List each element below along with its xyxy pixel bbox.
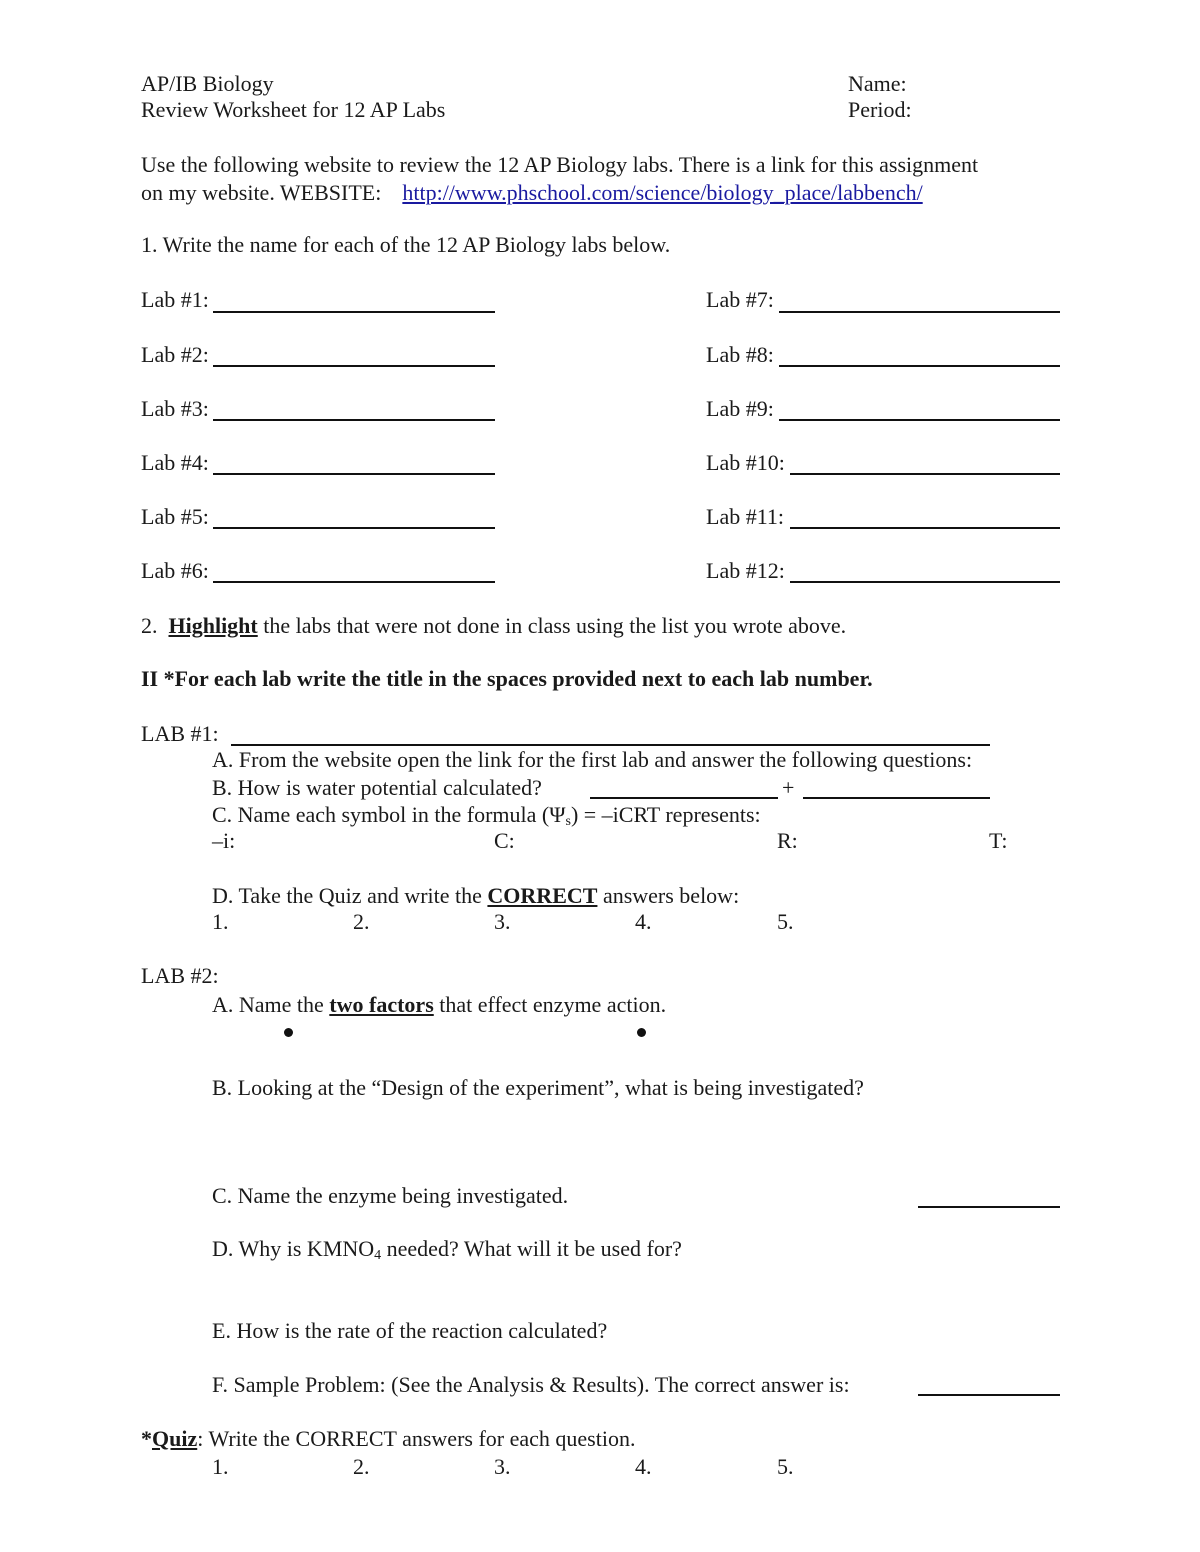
lab-2-question-b: B. Looking at the “Design of the experiment”, what is being investigated? bbox=[212, 1075, 864, 1100]
answer-line[interactable] bbox=[779, 365, 1060, 367]
answer-line[interactable] bbox=[779, 311, 1060, 313]
answer-line[interactable] bbox=[790, 473, 1060, 475]
answer-line[interactable] bbox=[213, 365, 495, 367]
quiz-star: * bbox=[141, 1426, 152, 1451]
question-2 bbox=[141, 613, 846, 639]
lab-2-question-d bbox=[212, 1236, 682, 1269]
answer-number: 3. bbox=[494, 1454, 511, 1479]
answer-number: 5. bbox=[777, 1454, 794, 1479]
two-factors-phrase: two factors bbox=[329, 992, 434, 1017]
answer-line[interactable] bbox=[213, 473, 495, 475]
answer-number: 3. bbox=[494, 909, 511, 934]
answer-line[interactable] bbox=[779, 419, 1060, 421]
name-label: Name: bbox=[848, 71, 907, 96]
lab-label: Lab #9: bbox=[706, 396, 774, 421]
symbol-label: –i: bbox=[212, 828, 236, 853]
answer-line[interactable] bbox=[213, 527, 495, 529]
lab-1-label: LAB #1: bbox=[141, 721, 219, 746]
answer-line[interactable] bbox=[918, 1206, 1060, 1208]
formula-text: ) = –iCRT represents: bbox=[570, 802, 761, 827]
bullet-icon bbox=[284, 1028, 293, 1037]
period-label: Period: bbox=[848, 97, 912, 122]
subscript-4: 4 bbox=[374, 1248, 382, 1263]
lab-label: Lab #6: bbox=[141, 558, 209, 583]
plus-sign: + bbox=[782, 775, 795, 800]
intro-line-2 bbox=[141, 180, 923, 206]
answer-number: 2. bbox=[353, 909, 370, 934]
psi-subscript: s bbox=[565, 814, 571, 829]
answer-number: 2. bbox=[353, 1454, 370, 1479]
website-link[interactable]: http://www.phschool.com/science/biology_place/labbench/ bbox=[402, 180, 923, 205]
website-label: on my website. WEBSITE: bbox=[141, 180, 382, 205]
lab-label: Lab #12: bbox=[706, 558, 785, 583]
lab-1-question-c bbox=[212, 802, 761, 835]
answer-line[interactable] bbox=[790, 581, 1060, 583]
lab-label: Lab #3: bbox=[141, 396, 209, 421]
correct-word: CORRECT bbox=[487, 883, 598, 908]
lab-2-question-c: C. Name the enzyme being investigated. bbox=[212, 1183, 569, 1208]
answer-line[interactable] bbox=[790, 527, 1060, 529]
lab-label: Lab #4: bbox=[141, 450, 209, 475]
quiz-label: Quiz bbox=[152, 1426, 198, 1451]
course-title: AP/IB Biology bbox=[141, 71, 274, 96]
question-a-text: A. Name the bbox=[212, 992, 324, 1017]
question-2-number: 2. bbox=[141, 613, 158, 638]
lab-label: Lab #2: bbox=[141, 342, 209, 367]
lab-1-question-b: B. How is water potential calculated? bbox=[212, 775, 542, 800]
answer-line[interactable] bbox=[213, 581, 495, 583]
question-d-text: D. Why is KMNO bbox=[212, 1236, 375, 1261]
answer-line[interactable] bbox=[590, 797, 778, 799]
answer-number: 1. bbox=[212, 1454, 229, 1479]
lab-label: Lab #11: bbox=[706, 504, 784, 529]
quiz-instruction bbox=[141, 1426, 635, 1452]
question-c-text: C. Name each symbol in the formula ( bbox=[212, 802, 550, 827]
bullet-icon bbox=[637, 1028, 646, 1037]
section-2-heading: II *For each lab write the title in the spaces provided next to each lab number. bbox=[141, 666, 873, 691]
lab-2-label: LAB #2: bbox=[141, 963, 219, 988]
lab-1-question-a: A. From the website open the link for the first lab and answer the following questions: bbox=[212, 747, 973, 772]
answer-number: 5. bbox=[777, 909, 794, 934]
question-2-text: the labs that were not done in class using the list you wrote above. bbox=[263, 613, 847, 638]
question-d-text: D. Take the Quiz and write the bbox=[212, 883, 482, 908]
answer-number: 4. bbox=[635, 909, 652, 934]
lab-1-title-line[interactable] bbox=[231, 744, 990, 746]
question-d-suffix: answers below: bbox=[602, 883, 740, 908]
answer-line[interactable] bbox=[213, 311, 495, 313]
answer-line[interactable] bbox=[213, 419, 495, 421]
question-1: 1. Write the name for each of the 12 AP Biology labs below. bbox=[141, 232, 671, 257]
highlight-word: Highlight bbox=[168, 613, 258, 638]
lab-label: Lab #10: bbox=[706, 450, 785, 475]
quiz-text: : Write the CORRECT answers for each question. bbox=[197, 1426, 636, 1451]
lab-2-question-e: E. How is the rate of the reaction calculated? bbox=[212, 1318, 608, 1343]
symbol-label: T: bbox=[989, 828, 1008, 853]
lab-label: Lab #8: bbox=[706, 342, 774, 367]
answer-line[interactable] bbox=[803, 797, 990, 799]
answer-line[interactable] bbox=[918, 1394, 1060, 1396]
question-a-suffix: that effect enzyme action. bbox=[439, 992, 667, 1017]
lab-2-question-f: F. Sample Problem: (See the Analysis & Results). The correct answer is: bbox=[212, 1372, 850, 1397]
lab-label: Lab #7: bbox=[706, 287, 774, 312]
intro-line-1: Use the following website to review the 12 AP Biology labs. There is a link for this assignment bbox=[141, 152, 979, 177]
lab-label: Lab #1: bbox=[141, 287, 209, 312]
symbol-label: C: bbox=[494, 828, 515, 853]
psi-symbol: Ψ bbox=[549, 802, 566, 827]
lab-label: Lab #5: bbox=[141, 504, 209, 529]
answer-number: 1. bbox=[212, 909, 229, 934]
question-d-suffix: needed? What will it be used for? bbox=[386, 1236, 682, 1261]
answer-number: 4. bbox=[635, 1454, 652, 1479]
lab-2-question-a bbox=[212, 992, 666, 1018]
worksheet-subtitle: Review Worksheet for 12 AP Labs bbox=[141, 97, 446, 122]
symbol-label: R: bbox=[777, 828, 798, 853]
lab-1-question-d bbox=[212, 883, 739, 909]
